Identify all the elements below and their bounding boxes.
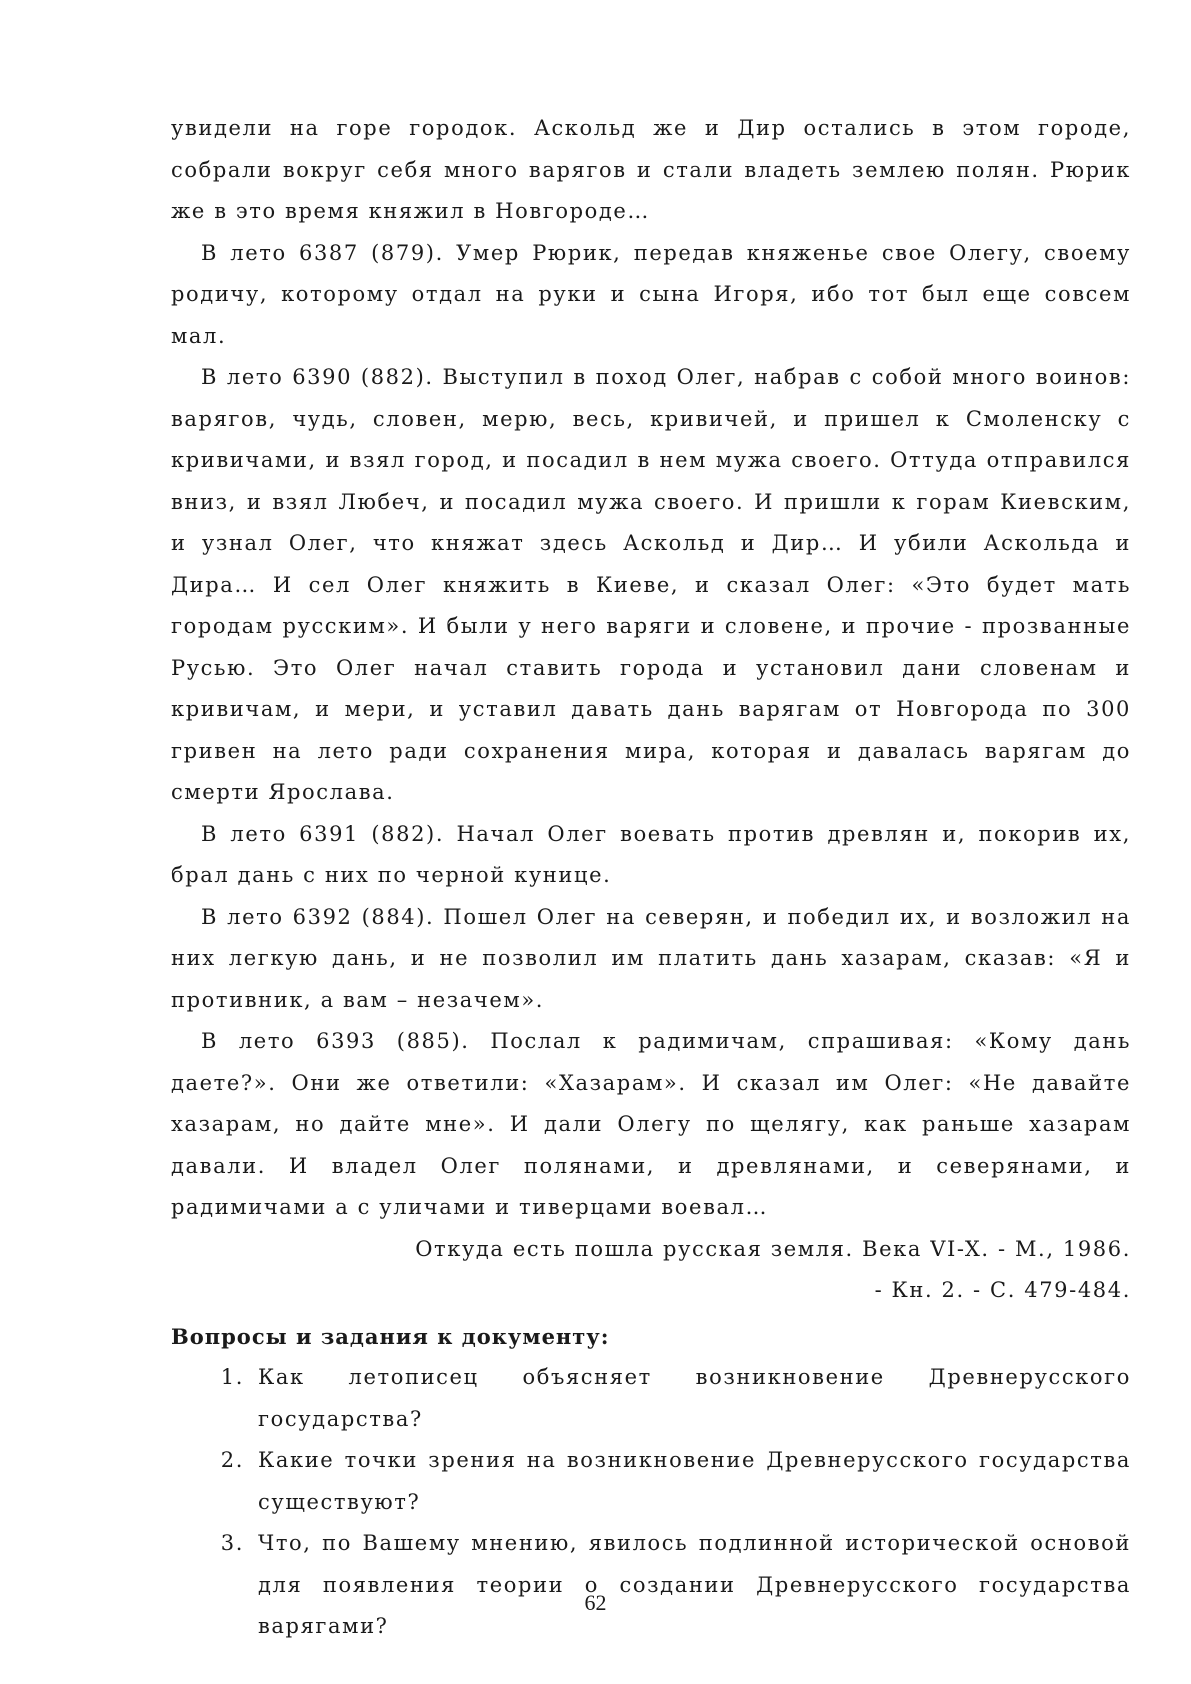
question-number: 3. bbox=[220, 1531, 244, 1555]
questions-heading: Вопросы и задания к документу: bbox=[171, 1323, 610, 1349]
paragraph: В лето 6391 (882). Начал Олег воевать против древлян и, покорив их, брал дань с них по черной кунице. bbox=[171, 821, 1131, 887]
question-number: 1. bbox=[220, 1365, 244, 1389]
paragraph: увидели на горе городок. Аскольд же и Дир остались в этом городе, собрали вокруг себя много варягов и стали владеть землею полян. Рюрик же в это время княжил в Новгороде… bbox=[171, 116, 1131, 223]
question-item bbox=[171, 1440, 1131, 1523]
citation-line: Откуда есть пошла русская земля. Века VI-X. - М., 1986. bbox=[415, 1236, 1131, 1261]
question-text: Что, по Вашему мнению, явилось подлинной исторической основой для появления теории о создании Древнерусского государства варягами? bbox=[258, 1531, 1131, 1638]
citation-line: - Кн. 2. - С. 479-484. bbox=[874, 1278, 1131, 1302]
question-item bbox=[171, 1357, 1131, 1440]
question-item bbox=[171, 1523, 1131, 1648]
question-text: Какие точки зрения на возникновение Древнерусского государства существуют? bbox=[258, 1448, 1131, 1514]
page-number: 62 bbox=[584, 1590, 607, 1615]
paragraph: В лето 6390 (882). Выступил в поход Олег, набрав с собой много воинов: варягов, чудь, словен, мерю, весь, кривичей, и пришел к Смоленску с кривичами, и взял город, и посадил в нем мужа своего. Оттуда отправился вниз, и взял Любеч, и посадил мужа своего. И пришли к горам Киевским, и узнал Олег, что княжат здесь Аскольд и Дир… И убили Аскольда и Дира… И сел Олег княжить в Киеве, и сказал Олег: «Это будет мать городам русским». И были у него варяги и словене, и прочие - прозванные Русью. Это Олег начал ставить города и установил дани словенам и кривичам, и мери, и уставил давать дань варягам от Новгорода по 300 гривен на лето ради сохранения мира, которая и давалась варягам до смерти Ярослава. bbox=[171, 365, 1131, 804]
paragraph: В лето 6387 (879). Умер Рюрик, передав княженье свое Олегу, своему родичу, которому отдал на руки и сына Игоря, ибо тот был еще совсем мал. bbox=[171, 240, 1131, 348]
question-number: 2. bbox=[220, 1448, 244, 1472]
paragraph: В лето 6392 (884). Пошел Олег на северян, и победил их, и возложил на них легкую дань, и не позволил им платить дань хазарам, сказав: «Я и противник, а вам – незачем». bbox=[171, 904, 1131, 1012]
document-text bbox=[171, 108, 1131, 1648]
question-text: Как летописец объясняет возникновение Древнерусского государства? bbox=[258, 1365, 1131, 1431]
paragraph: В лето 6393 (885). Послал к радимичам, спрашивая: «Кому дань даете?». Они же ответили: «Хазарам». И сказал им Олег: «Не давайте хазарам, но дайте мне». И дали Олегу по щелягу, как раньше хазарам давали. И владел Олег полянами, и древлянами, и северянами, и радимичами а с уличами и тиверцами воевал… bbox=[171, 1029, 1131, 1219]
